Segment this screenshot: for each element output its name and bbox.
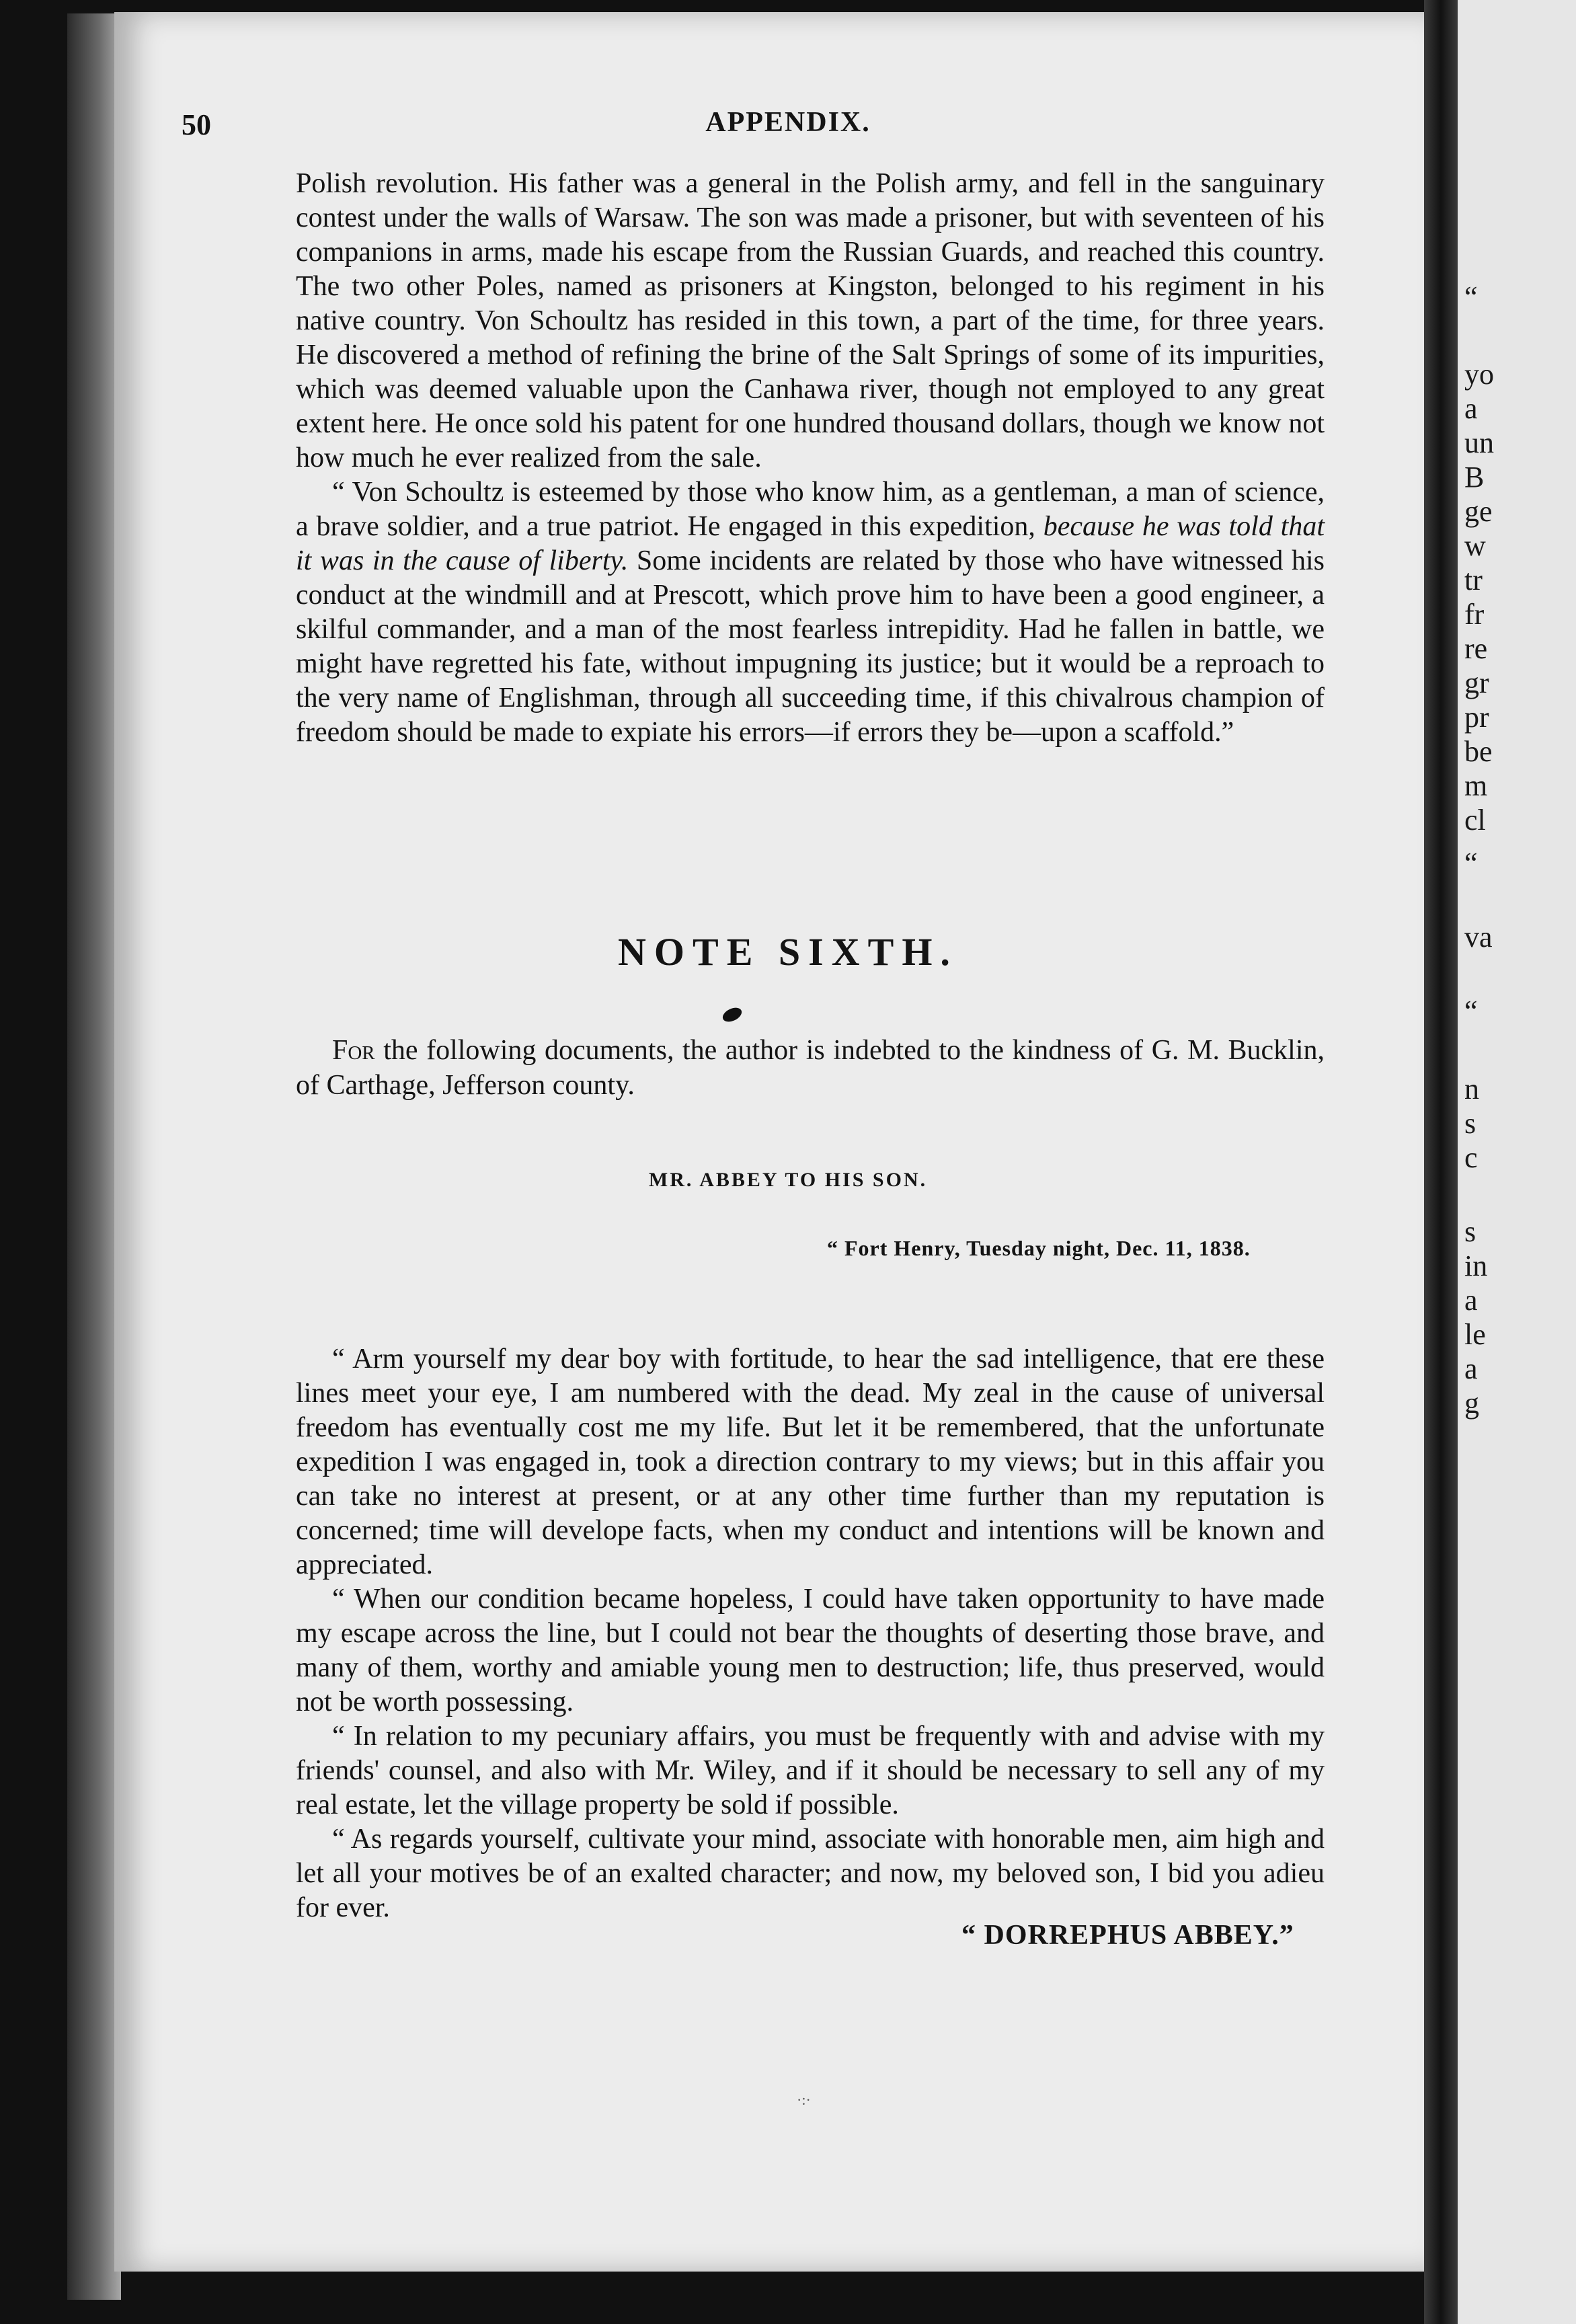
letter-paragraph: “ As regards yourself, cultivate your mind, associate with honorable men, aim high and let all your motives be of an exalted character; and now, my beloved son, I bid you adieu for ever. bbox=[296, 1824, 1325, 1923]
quoted-paragraph bbox=[296, 475, 1325, 750]
facing-fragment: re bbox=[1464, 632, 1488, 665]
facing-fragment: c bbox=[1464, 1141, 1478, 1174]
page-number: 50 bbox=[182, 108, 211, 141]
facing-fragment: tr bbox=[1464, 564, 1483, 596]
note-intro bbox=[296, 1033, 1325, 1103]
facing-fragment: “ bbox=[1464, 280, 1478, 313]
facing-fragment: ge bbox=[1464, 495, 1493, 528]
quote-tail: Some incidents are related by those who have witnessed his conduct at the windmill and at Prescott, which prove him to have been a good engineer, a skilful commander, and a man of the most fearless intrepidity. Had he fallen in battle, we might have regretted his fate, without impugning its justice; but it would be a reproach to the very name of Englishman, through all succeeding time, if this chivalrous champion of freedom should be made to expiate his errors—if errors they be—upon a scaffold.” bbox=[296, 545, 1325, 748]
facing-fragment: B bbox=[1464, 461, 1485, 494]
printer-mark: ·:· bbox=[797, 2091, 811, 2108]
facing-fragment: un bbox=[1464, 426, 1494, 459]
letter-title: MR. ABBEY TO HIS SON. bbox=[648, 1169, 928, 1191]
binding-shadow bbox=[67, 13, 121, 2300]
facing-fragment: “ bbox=[1464, 847, 1478, 880]
facing-page bbox=[1458, 0, 1576, 2324]
facing-fragment: be bbox=[1464, 735, 1493, 768]
facing-fragment: fr bbox=[1464, 598, 1485, 631]
letter-signature: “ DORREPHUS ABBEY.” bbox=[961, 1920, 1294, 1951]
facing-fragment: w bbox=[1464, 529, 1486, 562]
facing-fragment: s bbox=[1464, 1107, 1476, 1140]
facing-fragment: pr bbox=[1464, 701, 1489, 734]
facing-fragment: s bbox=[1464, 1215, 1476, 1248]
facing-fragment: m bbox=[1464, 769, 1488, 802]
intro-first-word: For bbox=[332, 1035, 375, 1066]
letter-paragraph: “ Arm yourself my dear boy with fortitude, to hear the sad intelligence, that ere these lines meet your eye, I am numbered with the dead. My zeal in the cause of universal freedom has eventually cost me my life. But let it be remembered, that the unfortunate expedition I was engaged in, took a direction contrary to my views; but in this affair you can take no interest at present, or at any other time further than my reputation is concerned; time will develope facts, when my conduct and intentions will be known and appreciated. bbox=[296, 1344, 1325, 1580]
quote-italic: because he was told that it was in the cause of liberty. bbox=[296, 511, 1325, 576]
facing-fragment: n bbox=[1464, 1073, 1479, 1106]
note-heading: NOTE SIXTH. bbox=[618, 930, 958, 974]
facing-fragment: a bbox=[1464, 392, 1478, 425]
running-head: APPENDIX. bbox=[705, 107, 871, 138]
facing-fragment: yo bbox=[1464, 358, 1494, 391]
intro-rest: the following documents, the author is indebted to the kindness of G. M. Bucklin, of Carthage, Jefferson county. bbox=[296, 1035, 1325, 1101]
facing-fragment: in bbox=[1464, 1249, 1488, 1282]
letter-body bbox=[296, 1342, 1325, 1925]
facing-fragment: va bbox=[1464, 921, 1493, 954]
facing-fragment: le bbox=[1464, 1318, 1486, 1351]
letter-paragraph: “ In relation to my pecuniary affairs, you must be frequently with and advise with my friends' counsel, and also with Mr. Wiley, and if it should be necessary to sell any of my real estate, let the village property be sold if possible. bbox=[296, 1721, 1325, 1820]
page-gutter bbox=[1424, 0, 1458, 2324]
facing-fragment: a bbox=[1464, 1284, 1478, 1317]
quote-lead: “ Von Schoultz is esteemed by those who know him, as a gentleman, a man of science, a brave soldier, and a true patriot. He engaged in this expedition, bbox=[296, 477, 1325, 542]
facing-fragment: g bbox=[1464, 1387, 1479, 1420]
facing-fragment: gr bbox=[1464, 666, 1489, 699]
continued-text bbox=[296, 167, 1325, 750]
facing-fragment: cl bbox=[1464, 804, 1486, 837]
facing-fragment: a bbox=[1464, 1352, 1478, 1385]
body-paragraph: Polish revolution. His father was a general in the Polish army, and fell in the sanguinary contest under the walls of Warsaw. The son was made a prisoner, but with seventeen of his companions in arms, made his escape from the Russian Guards, and reached this country. The two other Poles, named as prisoners at Kingston, belonged to his regiment in his native country. Von Schoultz has resided in this town, a part of the time, for three years. He discovered a method of refining the brine of the Salt Springs of some of its impurities, which was deemed valuable upon the Canhawa river, though not employed to any great extent here. He once sold his patent for one hundred thousand dollars, though we know not how much he ever realized from the sale. bbox=[296, 168, 1325, 473]
letter-dateline: “ Fort Henry, Tuesday night, Dec. 11, 1838. bbox=[827, 1236, 1251, 1260]
letter-paragraph: “ When our condition became hopeless, I could have taken opportunity to have made my escape across the line, but I could not bear the thoughts of deserting those brave, and many of them, worthy and amiable young men to destruction; life, thus preserved, would not be worth possessing. bbox=[296, 1584, 1325, 1717]
facing-fragment: “ bbox=[1464, 995, 1478, 1028]
